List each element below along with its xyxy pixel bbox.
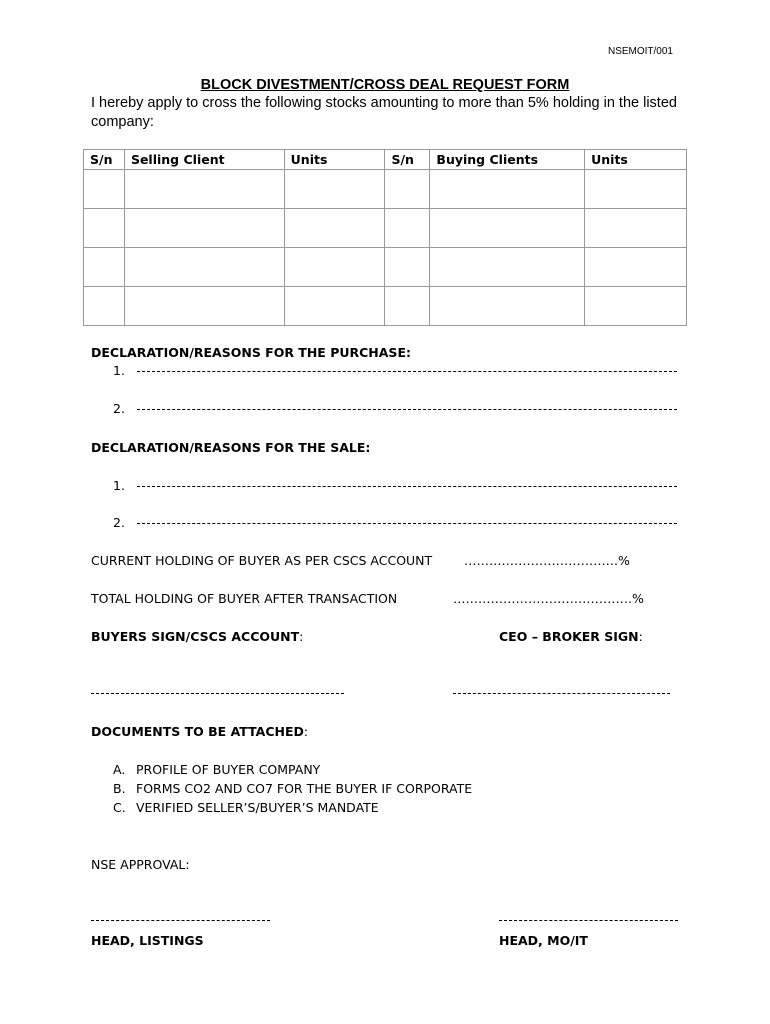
documents-heading: DOCUMENTS TO BE ATTACHED: [91,724,309,739]
table-cell[interactable] [124,248,284,287]
purchase-reason-line-1[interactable] [137,371,677,372]
purchase-item-number: 1. [113,363,125,378]
purchase-heading: DECLARATION/REASONS FOR THE PURCHASE: [91,345,411,360]
table-cell[interactable] [284,209,385,248]
table-cell[interactable] [585,209,687,248]
sale-reason-line-1[interactable] [137,486,677,487]
table-row [84,287,687,326]
header-units-buyer: Units [585,150,687,170]
table-row [84,170,687,209]
table-cell[interactable] [430,209,585,248]
head-moit-signature-line[interactable] [499,920,678,921]
header-units-seller: Units [284,150,385,170]
documents-list [113,760,472,817]
table-cell[interactable] [430,248,585,287]
sale-reason-line-2[interactable] [137,523,677,524]
table-cell[interactable] [124,209,284,248]
table-cell[interactable] [430,287,585,326]
header-buying-clients: Buying Clients [430,150,585,170]
purchase-reason-line-2[interactable] [137,409,677,410]
nse-approval-label: NSE APPROVAL: [91,857,190,872]
table-cell[interactable] [385,287,430,326]
table-cell[interactable] [585,248,687,287]
cross-deal-table [83,149,687,326]
head-moit-label: HEAD, MO/IT [499,933,588,948]
head-listings-signature-line[interactable] [91,920,270,921]
table-cell[interactable] [385,248,430,287]
table-cell[interactable] [585,170,687,209]
table-cell[interactable] [84,287,125,326]
purchase-item-number: 2. [113,401,125,416]
table-cell[interactable] [84,170,125,209]
table-header-row [84,150,687,170]
table-cell[interactable] [84,248,125,287]
table-cell[interactable] [284,248,385,287]
list-item: C. VERIFIED SELLER’S/BUYER’S MANDATE [113,800,379,815]
header-sn-seller: S/n [84,150,125,170]
total-holding-field[interactable]: …………………………………….% [453,591,644,606]
table-cell[interactable] [585,287,687,326]
ceo-signature-line[interactable] [453,693,670,694]
ceo-sign-label: CEO – BROKER SIGN: [499,629,643,644]
table-cell[interactable] [284,170,385,209]
sale-heading: DECLARATION/REASONS FOR THE SALE: [91,440,371,455]
table-cell[interactable] [385,170,430,209]
table-cell[interactable] [284,287,385,326]
table-row [84,248,687,287]
header-selling-client: Selling Client [124,150,284,170]
head-listings-label: HEAD, LISTINGS [91,933,204,948]
list-item: B. FORMS CO2 AND CO7 FOR THE BUYER IF CORPORATE [113,781,473,796]
current-holding-field[interactable]: ……………………………….% [464,553,630,568]
header-sn-buyer: S/n [385,150,430,170]
current-holding-label: CURRENT HOLDING OF BUYER AS PER CSCS ACCOUNT [91,553,433,568]
buyer-signature-line[interactable] [91,693,344,694]
table-cell[interactable] [430,170,585,209]
form-title: BLOCK DIVESTMENT/CROSS DEAL REQUEST FORM [200,77,570,93]
total-holding-label: TOTAL HOLDING OF BUYER AFTER TRANSACTION [91,591,398,606]
table-cell[interactable] [124,170,284,209]
table-cell[interactable] [385,209,430,248]
table-cell[interactable] [124,287,284,326]
form-reference-code: NSEMOIT/001 [607,46,673,57]
list-item: A. PROFILE OF BUYER COMPANY [113,762,321,777]
buyer-sign-label: BUYERS SIGN/CSCS ACCOUNT: [91,629,304,644]
sale-item-number: 1. [113,478,125,493]
intro-text: I hereby apply to cross the following stocks amounting to more than 5% holding in the listed company: [91,95,677,130]
sale-item-number: 2. [113,515,125,530]
table-row [84,209,687,248]
table-cell[interactable] [84,209,125,248]
